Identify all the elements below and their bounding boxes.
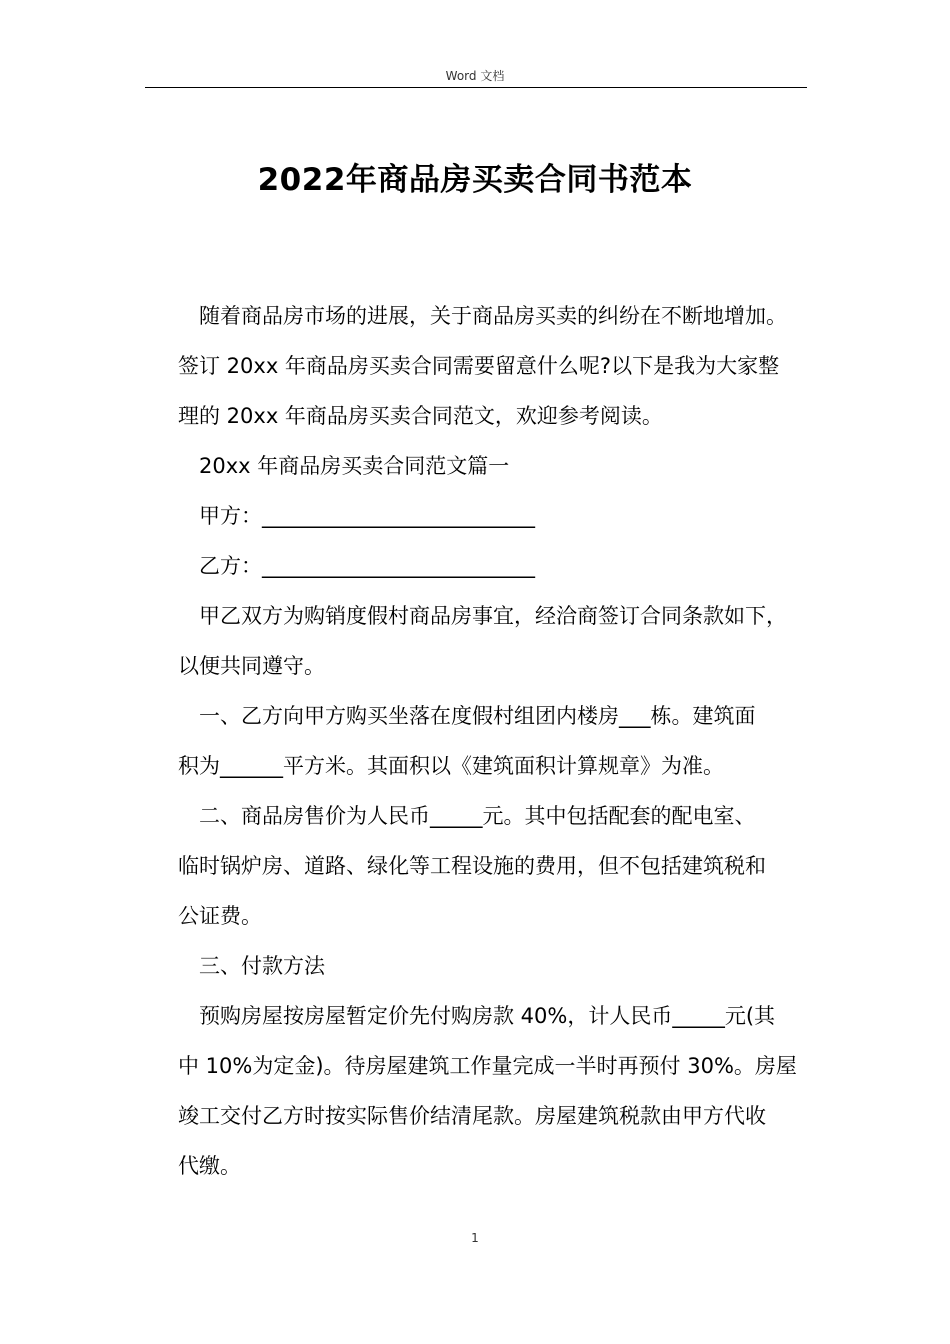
text-line: 中 10%为定金)。待房屋建筑工作量完成一半时再预付 30%。房屋 [178,1054,797,1078]
text-line: 预购房屋按房屋暂定价先付购房款 40%，计人民币_____元(其 [199,1004,776,1028]
text-line: 积为______平方米。其面积以《建筑面积计算规章》为准。 [178,754,724,778]
paragraph-agreement [178,591,818,691]
text-line: 临时锅炉房、道路、绿化等工程设施的费用，但不包括建筑税和 [178,854,766,878]
clause-one [178,691,818,791]
clause-three-heading [178,941,818,991]
text-line: 二、商品房售价为人民币_____元。其中包括配套的配电室、 [199,804,756,828]
text-line: 甲乙双方为购销度假村商品房事宜，经洽商签订合同条款如下， [199,604,787,628]
text-line: 竣工交付乙方时按实际售价结清尾款。房屋建筑税款由甲方代收 [178,1104,766,1128]
text-line: 随着商品房市场的进展，关于商品房买卖的纠纷在不断地增加。 [199,304,787,328]
text-line: 签订 20xx 年商品房买卖合同需要留意什么呢?以下是我为大家整 [178,354,780,378]
paragraph-intro [178,291,818,441]
document-title: 2022年商品房买卖合同书范本 [257,162,693,198]
text-line: 甲方：__________________________ [199,504,535,528]
payment-paragraph [178,991,818,1191]
text-line: 代缴。 [178,1154,241,1178]
text-line: 以便共同遵守。 [178,654,325,678]
text-line: 20xx 年商品房买卖合同范文篇一 [199,454,510,478]
section-heading [178,441,818,491]
text-line: 公证费。 [178,904,262,928]
text-line: 一、乙方向甲方购买坐落在度假村组团内楼房___栋。建筑面 [199,704,756,728]
header-divider [145,87,807,88]
text-line: 乙方：__________________________ [199,554,535,578]
party-a-line [178,491,818,541]
document-body [178,291,818,1191]
party-b-line [178,541,818,591]
page-number: 1 [471,1231,479,1245]
text-line: 三、付款方法 [199,954,325,978]
text-line: 理的 20xx 年商品房买卖合同范文，欢迎参考阅读。 [178,404,663,428]
page-header: Word 文档 [445,69,505,83]
clause-two [178,791,818,941]
